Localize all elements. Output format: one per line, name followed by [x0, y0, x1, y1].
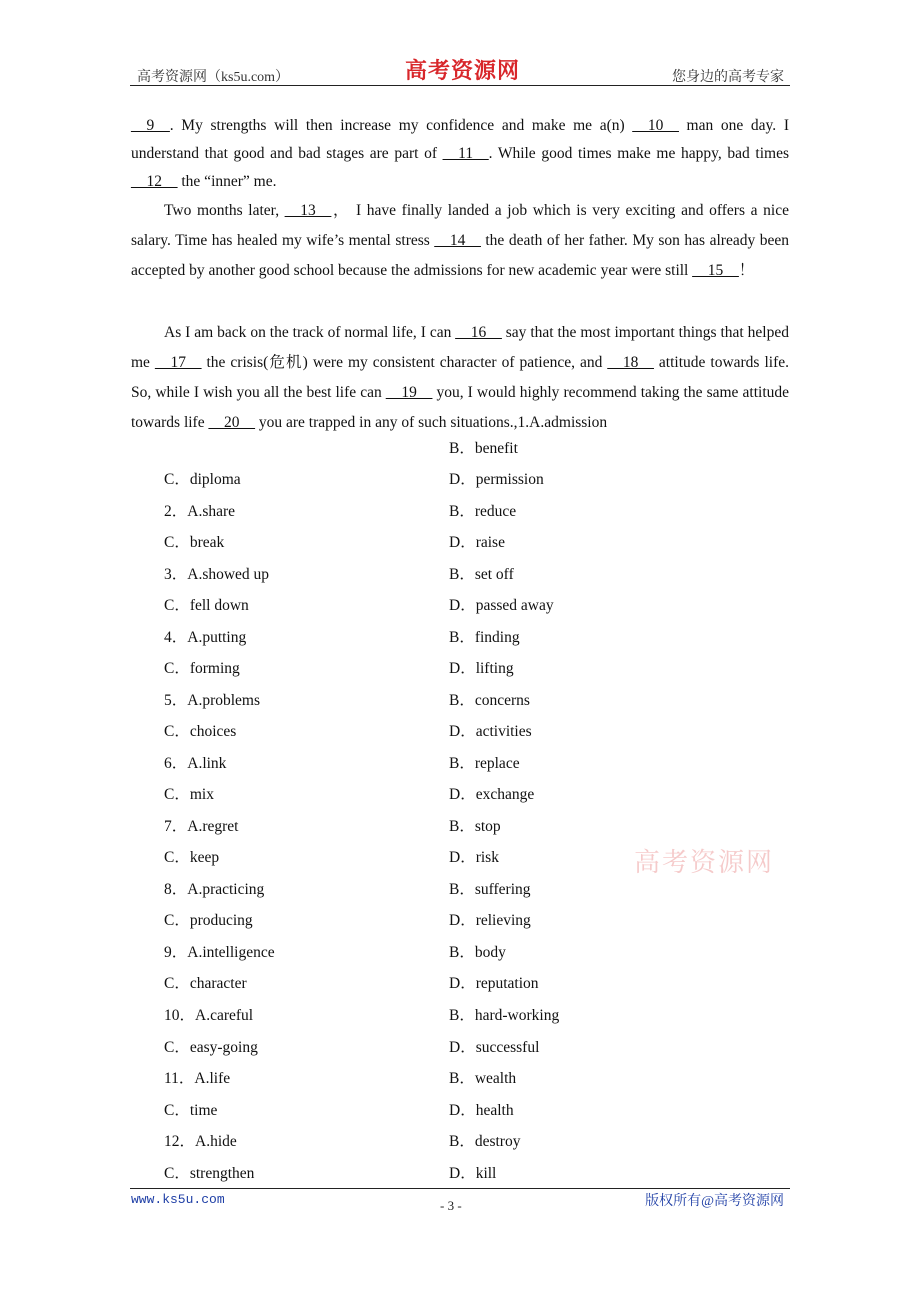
blank-19: __19__	[385, 384, 433, 401]
option-item: 11．A.life	[164, 1070, 231, 1087]
passage-text: you, I would highly recommend taking the same attitude towards life	[131, 384, 790, 431]
option-item: D．exchange	[449, 786, 535, 803]
passage-text: . My strengths will then increase my confidence and make me a(n)	[169, 117, 633, 134]
option-item: B．stop	[449, 818, 501, 835]
option-item: 3．A.showed up	[164, 566, 270, 583]
option-item: C．strengthen	[164, 1165, 255, 1182]
option-item: 7．A.regret	[164, 818, 239, 835]
blank-11: __11__	[442, 145, 489, 162]
option-item: C．break	[164, 534, 225, 551]
blank-12: __12__	[131, 173, 178, 190]
footer-site-link[interactable]: www.ks5u.com	[131, 1192, 225, 1207]
option-item: B．concerns	[449, 692, 530, 709]
passage-paragraph-2	[131, 196, 789, 286]
option-item: D．health	[449, 1102, 514, 1119]
passage-paragraph-3	[131, 318, 789, 438]
option-item: D．kill	[449, 1165, 497, 1182]
page-number: - 3 -	[440, 1198, 462, 1213]
option-item: 10．A.careful	[164, 1007, 254, 1024]
passage-paragraph-1	[131, 112, 789, 196]
passage-text: the death of her father. My son has already been accepted by another good school because the admissions for new academic year were still	[131, 232, 789, 279]
blank-13: __13__	[284, 202, 332, 219]
option-item: C．diploma	[164, 471, 241, 488]
watermark: 高考资源网	[634, 848, 775, 878]
option-item: D．relieving	[449, 912, 531, 929]
option-item: D．reputation	[449, 975, 539, 992]
option-item: D．risk	[449, 849, 499, 866]
option-item: B．suffering	[449, 881, 531, 898]
option-item: D．raise	[449, 534, 505, 551]
option-item: C．easy-going	[164, 1039, 258, 1056]
option-item: D．activities	[449, 723, 532, 740]
option-item: C．choices	[164, 723, 237, 740]
option-item: B．reduce	[449, 503, 517, 520]
option-item: D．passed away	[449, 597, 554, 614]
passage-text: As I am back on the track of normal life, I can	[164, 324, 456, 341]
passage-text: . While good times make me happy, bad times	[488, 145, 789, 162]
header-slogan: 您身边的高考专家	[672, 70, 784, 85]
option-item: C．time	[164, 1102, 218, 1119]
header-site-name: 高考资源网（ks5u.com）	[137, 70, 290, 85]
passage-text: the crisis(危机) were my consistent character of patience, and	[201, 354, 608, 371]
option-item: B．hard-working	[449, 1007, 560, 1024]
blank-15: __15__	[692, 262, 739, 279]
blank-9: __9__	[131, 117, 170, 134]
option-item: B．destroy	[449, 1133, 521, 1150]
option-item: 8．A.practicing	[164, 881, 265, 898]
option-item: C．forming	[164, 660, 240, 677]
blank-18: __18__	[607, 354, 654, 371]
footer-copyright: 版权所有@高考资源网	[645, 1194, 784, 1209]
option-item: 4．A.putting	[164, 629, 247, 646]
header-divider	[130, 85, 790, 86]
blank-16: __16__	[455, 324, 502, 341]
passage-text: the “inner” me.	[177, 173, 277, 190]
option-item: C．mix	[164, 786, 214, 803]
passage-text: ， I have finally landed a job which is very exciting and offers a nice salary. Time has healed my wife’s mental stress	[131, 202, 789, 249]
blank-20: __20__	[208, 414, 255, 431]
option-item: 6．A.link	[164, 755, 227, 772]
option-item: C．character	[164, 975, 247, 992]
blank-10: __10__	[632, 117, 679, 134]
option-item: C．producing	[164, 912, 253, 929]
option-item: C．keep	[164, 849, 220, 866]
option-item: C．fell down	[164, 597, 249, 614]
blank-17: __17__	[154, 354, 202, 371]
passage-text: you are trapped in any of such situations.,1.A.admission	[254, 414, 608, 431]
passage-text: attitude towards life. So, while I wish you all the best life can	[131, 354, 790, 401]
option-item: 12．A.hide	[164, 1133, 237, 1150]
option-item: D．lifting	[449, 660, 514, 677]
passage-text: ！	[738, 262, 755, 279]
option-item: B．benefit	[449, 440, 518, 457]
option-item: B．finding	[449, 629, 520, 646]
option-item: 2．A.share	[164, 503, 236, 520]
footer-divider	[130, 1188, 790, 1189]
option-item: D．successful	[449, 1039, 540, 1056]
option-item: 9．A.intelligence	[164, 944, 275, 961]
option-item: B．set off	[449, 566, 514, 583]
passage-text: say that the most important things that helped me	[131, 324, 789, 371]
header-logo-text: 高考资源网	[405, 58, 521, 83]
option-item: B．wealth	[449, 1070, 517, 1087]
option-item: 5．A.problems	[164, 692, 261, 709]
passage-text: man one day. I understand that good and bad stages are part of	[131, 117, 789, 162]
option-item: D．permission	[449, 471, 544, 488]
option-item: B．body	[449, 944, 506, 961]
passage-text: Two months later,	[164, 202, 285, 219]
option-item: B．replace	[449, 755, 520, 772]
blank-14: __14__	[434, 232, 481, 249]
